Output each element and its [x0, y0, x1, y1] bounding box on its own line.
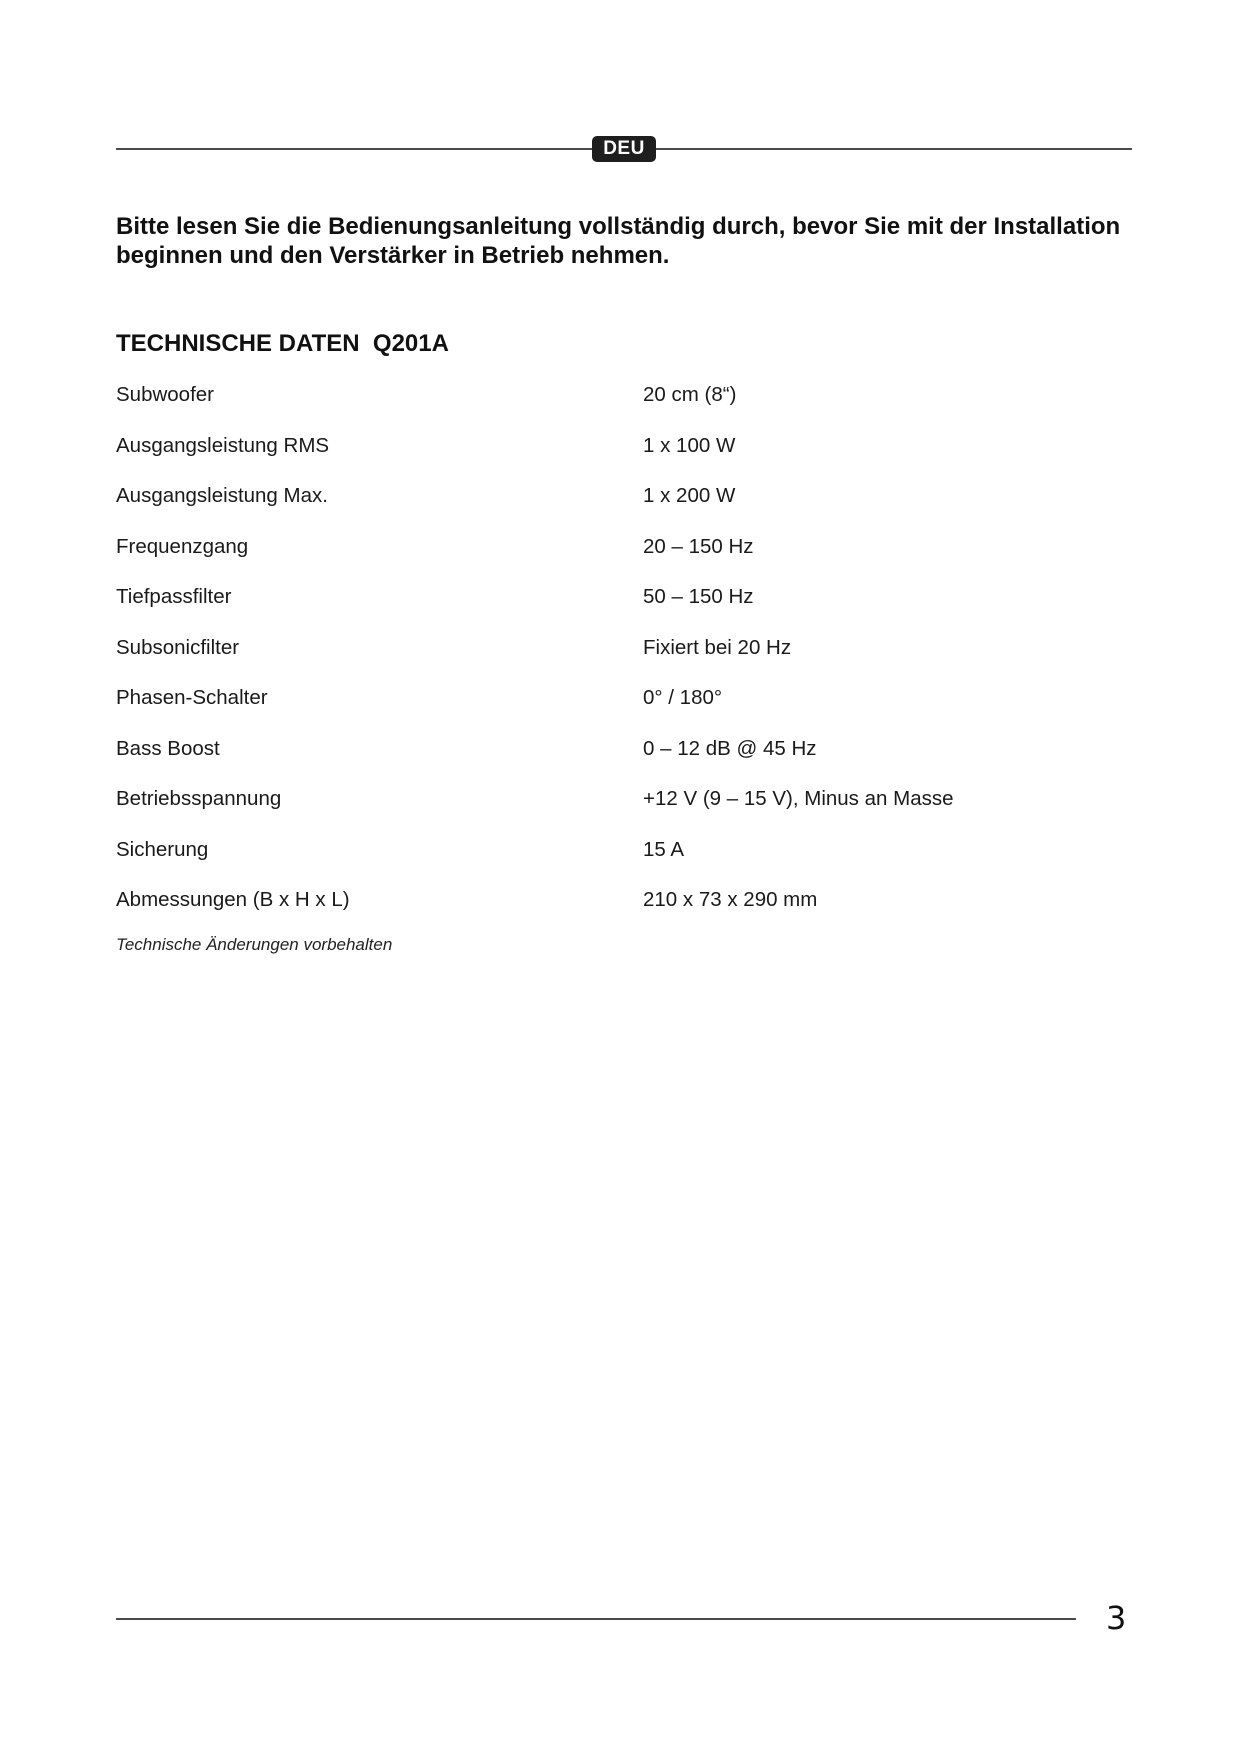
page-number: 3 [1106, 1599, 1127, 1637]
spec-label: Frequenzgang [116, 534, 249, 558]
spec-label: Ausgangsleistung RMS [116, 433, 330, 457]
spec-value: 50 – 150 Hz [643, 585, 754, 608]
spec-label: Tiefpassfilter [116, 585, 232, 608]
spec-row-rms-power [116, 428, 1126, 479]
specs-title: TECHNISCHE DATEN Q201A [116, 330, 449, 357]
spec-row-phase-switch [116, 680, 1126, 731]
footer-divider [116, 1618, 1076, 1620]
spec-row-lowpass-filter [116, 579, 1126, 630]
spec-value: 0° / 180° [643, 686, 723, 709]
spec-value: 15 A [643, 837, 685, 861]
spec-value: 1 x 200 W [643, 484, 736, 507]
spec-label: Betriebsspannung [116, 787, 282, 810]
specs-disclaimer: Technische Änderungen vorbehalten [116, 935, 393, 954]
language-badge: DEU [592, 136, 656, 162]
spec-value: 20 cm (8“) [643, 383, 737, 406]
specs-table [116, 377, 1126, 933]
spec-label: Ausgangsleistung Max. [116, 484, 328, 507]
spec-label: Subsonicfilter [116, 635, 240, 659]
spec-label: Sicherung [116, 837, 209, 861]
spec-value: 1 x 100 W [643, 433, 736, 457]
spec-row-bass-boost [116, 731, 1126, 782]
spec-label: Phasen-Schalter [116, 686, 268, 709]
spec-label: Abmessungen (B x H x L) [116, 888, 350, 911]
spec-row-operating-voltage [116, 781, 1126, 832]
spec-value: 210 x 73 x 290 mm [643, 888, 818, 911]
spec-value: Fixiert bei 20 Hz [643, 635, 792, 659]
spec-value: 20 – 150 Hz [643, 534, 754, 558]
spec-row-frequency-response [116, 529, 1126, 580]
spec-value: +12 V (9 – 15 V), Minus an Masse [643, 787, 954, 810]
spec-row-max-power [116, 478, 1126, 529]
spec-row-dimensions [116, 882, 1126, 933]
spec-value: 0 – 12 dB @ 45 Hz [643, 736, 817, 760]
spec-label: Bass Boost [116, 736, 220, 760]
spec-label: Subwoofer [116, 383, 215, 406]
spec-row-subsonic-filter [116, 630, 1126, 681]
spec-row-fuse [116, 832, 1126, 883]
intro-notice: Bitte lesen Sie die Bedienungsanleitung vollständig durch, bevor Sie mit der Installation beginnen und den Verstärker in Betrieb nehmen. [116, 213, 1121, 269]
spec-row-subwoofer [116, 377, 1126, 428]
